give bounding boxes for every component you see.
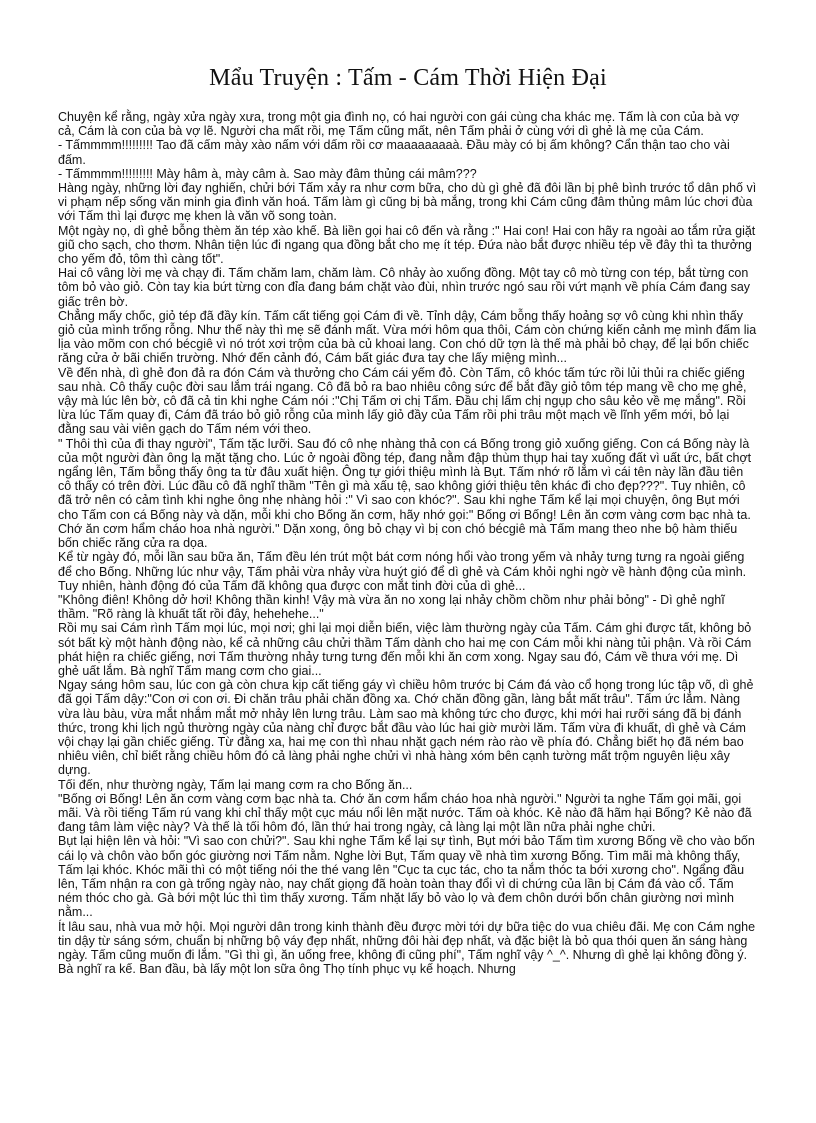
paragraph: Rồi mụ sai Cám rình Tấm mọi lúc, mọi nơi; ghi lại mọi diễn biến, việc làm thường ngày của Tấm. Cám ghi được tất, không bỏ sót bất kỳ một hành động nào, kể cả những câu chửi thầm Tấm dành cho hai mẹ con Cám mỗi khi nàng tủi phận. Và rồi Cám phát hiện ra chiếc giếng, nơi Tấm thường nhảy tưng tưng đến mỗi khi ăn cơm xong. Ngay sau đó, Cám về thưa với mẹ. Dì ghẻ uất lắm. Bà nghĩ Tấm mang cơm cho giai... [58, 621, 752, 678]
paragraph: "Bống ơi Bống! Lên ăn cơm vàng cơm bạc nhà ta. Chớ ăn cơm hẩm cháo hoa nhà người." Người ta nghe Tấm gọi mãi, gọi mãi. Và rồi tiếng Tấm rú vang khi chỉ thấy một cục máu nổi lên mặt nước. Tấm oà khóc. Kẻ nào đã hãm hại Bống? Kẻ nào đã đang tâm làm việc này? Và thế là tối hôm đó, lần thứ hai trong ngày, cả làng lại một lần nữa phải nghe chửi. [58, 791, 752, 835]
page-title: Mẩu Truyện : Tấm - Cám Thời Hiện Đại [209, 65, 607, 91]
paragraph: Về đến nhà, dì ghẻ đon đả ra đón Cám và thưởng cho Cám cái yếm đỏ. Còn Tấm, cô khóc tấm tức rồi lủi thủi ra chiếc giếng sau nhà. Cô thấy cuộc đời sau lắm trái ngang. Cô đã bỏ ra bao nhiêu công sức để bắt đầy giỏ tôm tép mang về cho mẹ ghẻ, vậy mà lúc lên bờ, cô đã cả tin khi nghe Cám nói :"Chị Tấm ơi chị Tấm. Đầu chị lấm chị ngụp cho sâu kẻo về mẹ mắng". Rồi lừa lúc Tấm quay đi, Cám đã tráo bỏ giỏ rỗng của mình lấy giỏ đầy của Tấm rồi phi trâu một mạch về lĩnh yếm mới, bỏ lại đằng sau vài viên gạch do Tấm ném với theo. [58, 365, 747, 437]
paragraph: Tối đến, như thường ngày, Tấm lại mang cơm ra cho Bống ăn... [58, 777, 413, 792]
paragraph: Hàng ngày, những lời đay nghiến, chửi bới Tấm xảy ra như cơm bữa, cho dù gì ghẻ đã đôi lần bị phê bình trước tổ dân phố vì vi phạm nếp sống văn minh gia đình văn hoá. Tấm làm gì cũng bị bà mắng, trong khi Cám cũng đâm thủng mâm lúc chơi đùa với Tấm thì lại được mẹ khen là văn võ song toàn. [58, 181, 757, 224]
paragraph: Chuyện kể rằng, ngày xửa ngày xưa, trong một gia đình nọ, có hai người con gái cùng cha khác mẹ. Tấm là con của bà vợ cả, Cám là con của bà vợ lẽ. Người cha mất rồi, mẹ Tấm cũng mất, nên Tấm phải ở cùng với dì ghẻ là mẹ của Cám. [58, 110, 740, 139]
paragraph: Ngay sáng hôm sau, lúc con gà còn chưa kịp cất tiếng gáy vì chiều hôm trước bị Cám đá vào cổ họng trong lúc tập võ, dì ghẻ đã gọi Tấm dậy:"Con ơi con ơi. Đi chăn trâu phải chăn đồng xa. Chớ chăn đồng gần, làng bắt mất trâu". Tấm ức lắm. Nàng vừa làu bàu, vừa mắt nhắm mắt mở nhảy lên lưng trâu. Làm sao mà không tức cho được, khi mới hai rưỡi sáng đã bị đánh thức, trong khi lịch ngủ thường ngày của nàng chỉ được bắt đầu vào lúc hai giờ mười lăm. Tấm vừa đi khuất, dì ghẻ và Cám vội chạy lại gần chiếc giếng. Từ đằng xa, hai mẹ con thì nhau nhặt gạch ném rào rào về phía đó. Chẳng biết họ đã ném bao nhiêu viên, chỉ biết rằng chiều hôm đó cả làng phải nghe chửi vì nhà hàng xóm bên cạnh tường mất trộm nguyên liệu xây dựng. [58, 678, 754, 778]
paragraph: Bụt lại hiện lên và hỏi: "Vì sao con chửi?". Sau khi nghe Tấm kể lại sự tình, Bụt mới bảo Tấm tìm xương Bống về cho vào bốn cái lọ và chôn vào bốn góc giường nơi Tấm nằm. Nghe lời Bụt, Tấm quay về nhà tìm xương Bống. Tìm mãi mà không thấy, Tấm lại khóc. Khóc mãi thì có một tiếng nói the thé vang lên "Cục ta cục tác, cho ta nắm thóc ta bới xương cho". Ngẩng đầu lên, Tấm nhận ra con gà trống ngày nào, nay chất giọng đã hoàn toàn thay đổi vì di chứng của lần bị Cám đá vào cổ. Tấm ném thóc cho gà. Gà bới một lúc thì tìm thấy xương. Tấm nhặt lấy bỏ vào lọ và đem chôn dưới bốn chân giường nơi mình nằm... [58, 834, 755, 920]
paragraph: "Không điên! Không dở hơi! Không thần kinh! Vậy mà vừa ăn no xong lại nhảy chồm chồm như phải bỏng" - Dì ghẻ nghĩ thầm. "Rõ ràng là khuất tất rồi đây, hehehehe..." [58, 592, 725, 622]
paragraph: Kể từ ngày đó, mỗi lần sau bữa ăn, Tấm đều lén trút một bát cơm nóng hổi vào trong yếm và nhảy tưng tưng ra ngoài giếng để cho Bống. Những lúc như vậy, Tấm phải vừa nhảy vừa huýt gió để dì ghẻ và Cám khỏi nghi ngờ về hành động của mình. Tuy nhiên, hành động đó của Tấm đã không qua được con mắt tinh đời của dì ghẻ... [58, 550, 747, 593]
paragraph: Hai cô vâng lời mẹ và chạy đi. Tấm chăm lam, chăm làm. Cô nhảy ào xuống đồng. Một tay cô mò từng con tép, bắt từng con tôm bỏ vào giỏ. Còn tay kia bứt từng con đỉa đang bám chặt vào đùi, nhìn trước ngó sau rồi vứt mạnh về phía Cám đang say giấc trên bờ. [58, 266, 751, 309]
story-body [58, 110, 758, 976]
paragraph: Ít lâu sau, nhà vua mở hội. Mọi người dân trong kinh thành đều được mời tới dự bữa tiệc do vua chiêu đãi. Mẹ con Cám nghe tin dậy từ sáng sớm, chuẩn bị những bộ váy đẹp nhất, những đôi hài đẹp nhất, và đặc biệt là bỏ qua thói quen ăn sáng hàng ngày. Tấm cũng muốn đi lắm. "Gì thì gì, ăn uống free, không đi cũng phí", Tấm nghĩ vậy ^_^. Nhưng dì ghẻ lại không đồng ý. Bà nghĩ ra kế. Ban đầu, bà lấy một lon sữa ông Thọ tính phục vụ kế hoạch. Nhưng [58, 919, 756, 977]
paragraph: " Thôi thì của đi thay người", Tấm tặc lưỡi. Sau đó cô nhẹ nhàng thả con cá Bống trong giỏ xuống giếng. Con cá Bống này là của một người đàn ông lạ mặt tặng cho. Lúc ở ngoài đồng tép, đang nằm đập thùm thụp hai tay xuống đất vì uất ức, bất chợt ngẩng lên, Tấm bỗng thấy ông ta từ đâu xuất hiện. Ông tự giới thiệu mình là Bụt. Tấm nhớ rõ lắm vì cái tên này lần đầu tiên cô thấy có trên đời. Lúc đầu cô đã nghĩ thầm "Tên gì mà xấu tệ, sao không giới thiệu tên khác đi cho đẹp???". Tuy nhiên, cô đã trở nên có cảm tình khi nghe ông nhẹ nhàng hỏi :" Vì sao con khóc?". Sau khi nghe Tấm kể lại mọi chuyện, ông Bụt mới cho Tấm con cá Bống này và dặn, mỗi khi cho Bống ăn cơm, hãy nhớ gọi:" Bống ơi Bống! Lên ăn cơm vàng cơm bạc nhà ta. Chớ ăn cơm hẩm cháo hoa nhà người." Dặn xong, ông bỏ chạy vì bị con chó bécgiê mà Tấm mang theo nhe bộ hàm thiếu bốn chiếc răng cửa ra dọa. [58, 436, 752, 551]
paragraph: - Tấmmmm!!!!!!!!! Mày hâm à, mày câm à. Sao mày đâm thủng cái mâm??? [58, 166, 477, 181]
paragraph: Chẳng mấy chốc, giỏ tép đã đầy kín. Tấm cất tiếng gọi Cám đi về. Tỉnh dậy, Cám bỗng thấy hoảng sợ vô cùng khi nhìn thấy giỏ của mình trống rỗng. Như thế này thì mẹ sẽ đánh mất. Vừa mới hôm qua thôi, Cám còn chứng kiến cảnh mẹ mình đấm lia lịa vào mõm con chó bécgiê vì nó trót xơi trộm của bà củ khoai lang. Con chó dữ tợn là thế mà phải bỏ chạy, để lại bốn chiếc răng cửa ở bãi chiến trường. Nhớ đến cảnh đó, Cám bất giác đưa tay che lấy miệng mình... [58, 308, 757, 366]
paragraph: Một ngày nọ, dì ghẻ bỗng thèm ăn tép xào khế. Bà liền gọi hai cô đến và rằng :" Hai con! Hai con hãy ra ngoài ao tắm rửa giặt giũ cho sạch, cho thơm. Nhân tiện lúc đi ngang qua đồng bắt cho mẹ ít tép. Đứa nào bắt được nhiều tép về đây thì ta thưởng cho yếm đỏ, tôm thì càng tốt". [58, 223, 756, 267]
paragraph: - Tấmmmm!!!!!!!!! Tao đã cấm mày xào nấm với dấm rồi cơ maaaaaaaaà. Đầu mày có bị ấm không? Cẩn thận tao cho vài đấm. [58, 138, 730, 167]
